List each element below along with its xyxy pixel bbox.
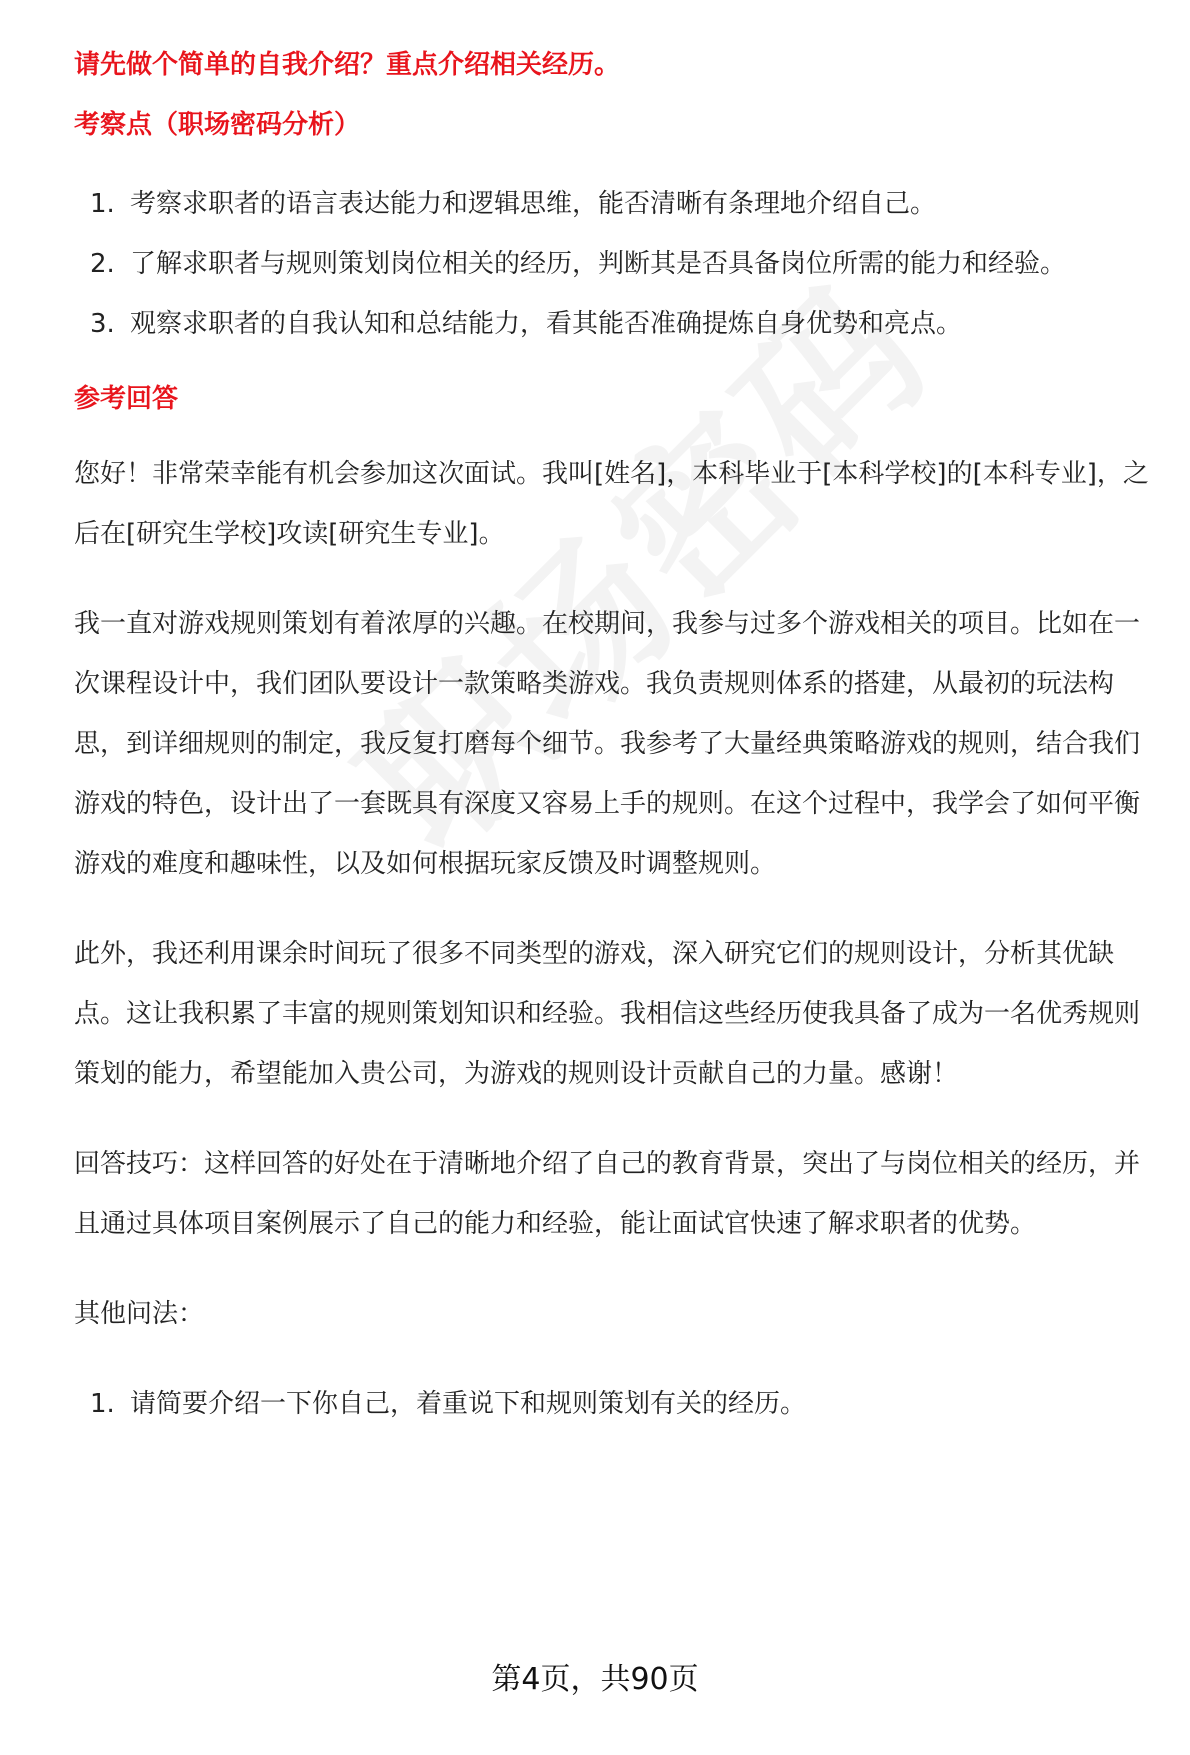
focus-heading: 考察点（职场密码分析） bbox=[74, 110, 361, 140]
list-item bbox=[74, 1374, 1164, 1434]
list-number: 3. bbox=[90, 309, 115, 339]
list-number: 2. bbox=[90, 249, 115, 279]
list-number: 1. bbox=[90, 1389, 115, 1419]
answer-tips: 回答技巧：这样回答的好处在于清晰地介绍了自己的教育背景，突出了与岗位相关的经历，并且通过具体项目案例展示了自己的能力和经验，能让面试官快速了解求职者的优势。 bbox=[74, 1149, 1141, 1239]
list-text: 了解求职者与规则策划岗位相关的经历，判断其是否具备岗位所需的能力和经验。 bbox=[130, 249, 1067, 279]
list-text: 请简要介绍一下你自己，着重说下和规则策划有关的经历。 bbox=[130, 1389, 807, 1419]
other-questions-heading: 其他问法： bbox=[74, 1299, 205, 1329]
question-heading: 请先做个简单的自我介绍？重点介绍相关经历。 bbox=[74, 50, 621, 80]
page-number: 第4页，共90页 bbox=[491, 1662, 699, 1697]
list-item bbox=[74, 234, 1164, 294]
focus-points-list bbox=[74, 174, 1164, 354]
list-item bbox=[74, 294, 1164, 354]
list-text: 考察求职者的语言表达能力和逻辑思维，能否清晰有条理地介绍自己。 bbox=[130, 189, 937, 219]
content bbox=[74, 46, 1164, 1434]
list-number: 1. bbox=[90, 189, 115, 219]
list-item bbox=[74, 174, 1164, 234]
list-text: 观察求职者的自我认知和总结能力，看其能否准确提炼自身优势和亮点。 bbox=[130, 309, 963, 339]
answer-heading: 参考回答 bbox=[74, 384, 179, 414]
other-questions-list bbox=[74, 1374, 1164, 1434]
answer-paragraph: 此外，我还利用课余时间玩了很多不同类型的游戏，深入研究它们的规则设计，分析其优缺点。这让我积累了丰富的规则策划知识和经验。我相信这些经历使我具备了成为一名优秀规则策划的能力，希望能加入贵公司，为游戏的规则设计贡献自己的力量。感谢！ bbox=[74, 939, 1141, 1089]
answer-paragraph: 您好！非常荣幸能有机会参加这次面试。我叫[姓名]，本科毕业于[本科学校]的[本科专业]，之后在[研究生学校]攻读[研究生专业]。 bbox=[74, 459, 1149, 549]
answer-paragraph: 我一直对游戏规则策划有着浓厚的兴趣。在校期间，我参与过多个游戏相关的项目。比如在一次课程设计中，我们团队要设计一款策略类游戏。我负责规则体系的搭建，从最初的玩法构思，到详细规则的制定，我反复打磨每个细节。我参考了大量经典策略游戏的规则，结合我们游戏的特色，设计出了一套既具有深度又容易上手的规则。在这个过程中，我学会了如何平衡游戏的难度和趣味性，以及如何根据玩家反馈及时调整规则。 bbox=[74, 609, 1141, 879]
